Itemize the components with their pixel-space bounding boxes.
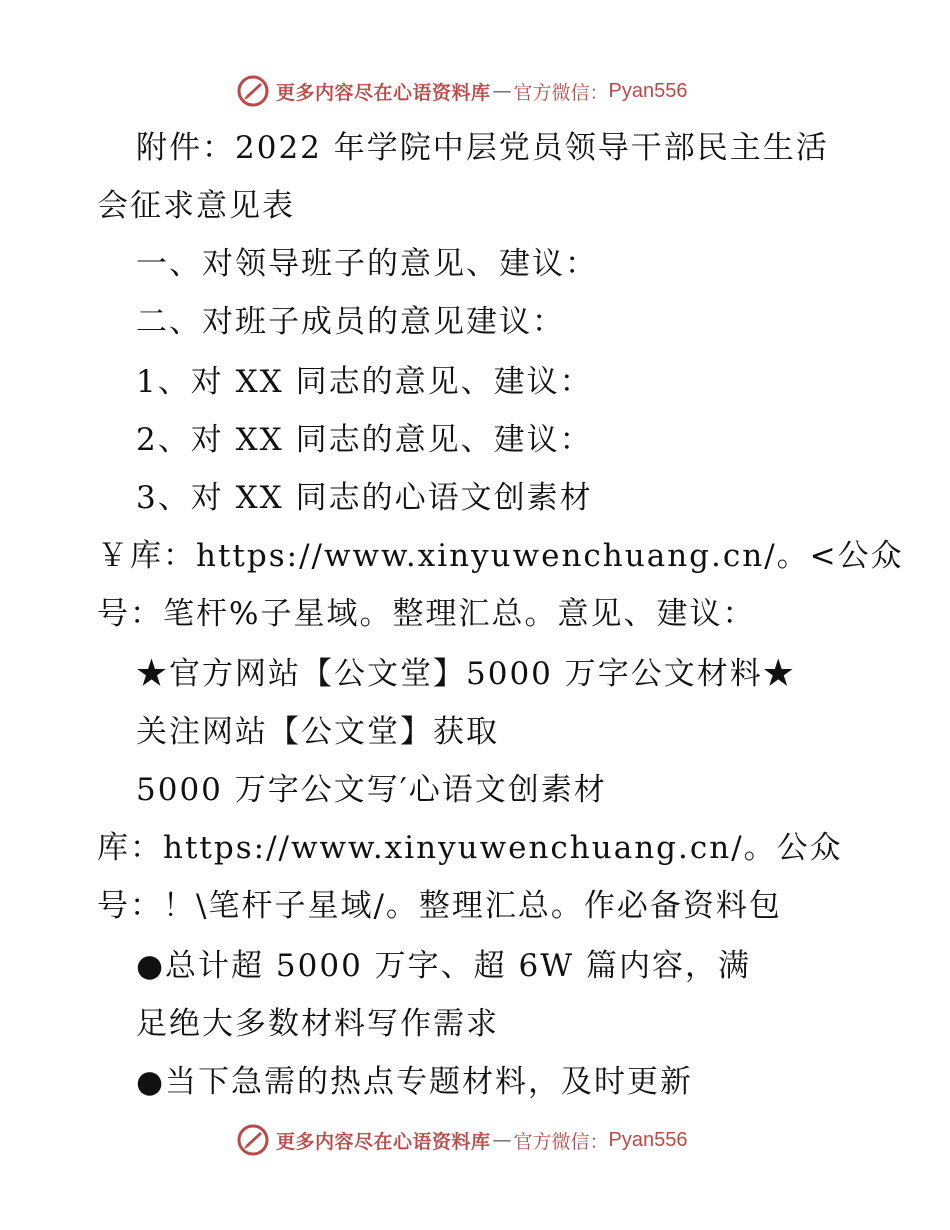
banner-separator: —	[492, 1129, 512, 1151]
promo-line: 5000 万字公文写′心语文创素材	[136, 772, 607, 808]
banner-wechat-label: 官方微信：	[513, 1130, 609, 1153]
bullet-item: ●当下急需的热点专题材料，及时更新	[136, 1064, 694, 1100]
promo-line: 关注网站【公文堂】获取	[136, 714, 499, 750]
banner-wechat-label: 官方微信：	[513, 81, 609, 104]
paragraph-line: 号：笔杆%子星域。整理汇总。意见、建议：	[97, 596, 756, 632]
paragraph-line: ￥库：https://www.xinyuwenchuang.cn/。<公众	[97, 538, 904, 574]
item-1: 1、对 XX 同志的意见、建议：	[136, 364, 593, 400]
bullet-item: ●总计超 5000 万字、超 6W 篇内容，满	[136, 948, 751, 984]
attachment-title-line-2: 会征求意见表	[97, 188, 295, 224]
item-3: 3、对 XX 同志的心语文创素材	[136, 480, 593, 516]
footer-watermark	[236, 1120, 688, 1160]
banner-handle: Pyan556	[608, 1128, 688, 1151]
banner-separator: —	[492, 80, 512, 102]
attachment-title-line-1: 附件：2022 年学院中层党员领导干部民主生活	[136, 130, 829, 166]
header-watermark	[236, 71, 688, 111]
paragraph-line: 库：https://www.xinyuwenchuang.cn/。公众	[97, 830, 843, 866]
promo-line: ★官方网站【公文堂】5000 万字公文材料★	[136, 656, 796, 692]
logo-icon	[236, 74, 270, 108]
logo-icon	[236, 1123, 270, 1157]
banner-text: 更多内容尽在心语资料库	[276, 81, 491, 104]
bullet-item-continued: 足绝大多数材料写作需求	[136, 1006, 499, 1042]
banner-handle: Pyan556	[608, 79, 688, 102]
banner-text: 更多内容尽在心语资料库	[276, 1130, 491, 1153]
paragraph-line: 号：！\笔杆子星域/。整理汇总。作必备资料包	[97, 888, 782, 924]
item-2: 2、对 XX 同志的意见、建议：	[136, 422, 593, 458]
section-heading-2: 二、对班子成员的意见建议：	[136, 304, 565, 340]
section-heading-1: 一、对领导班子的意见、建议：	[136, 246, 598, 282]
